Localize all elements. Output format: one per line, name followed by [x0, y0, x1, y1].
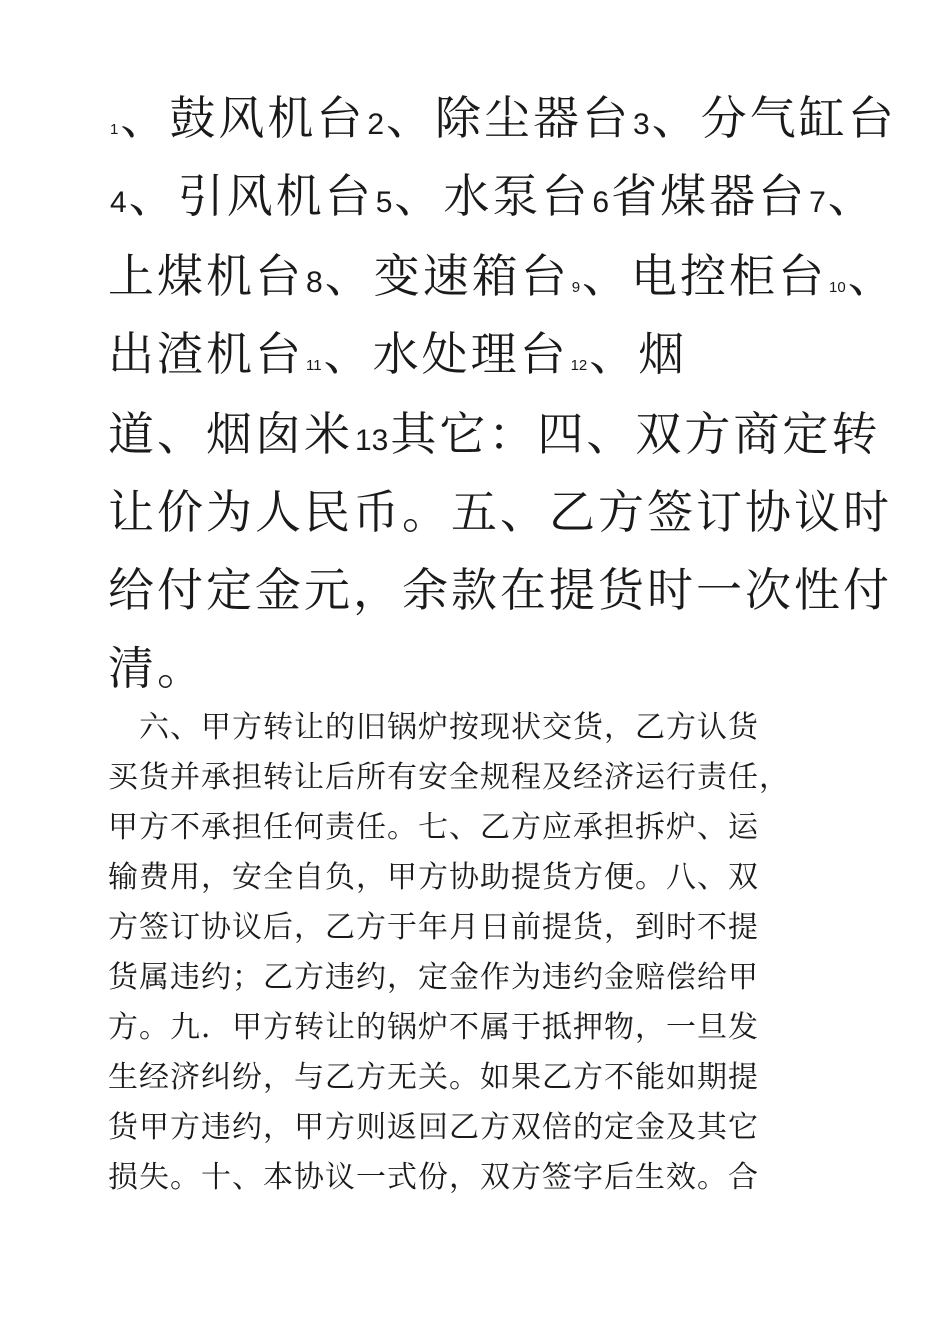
- clause-line: 损失。十、本协议一式份，双方签字后生效。合: [108, 1160, 759, 1195]
- equipment-item: 省煤器台: [611, 169, 808, 223]
- item-number: 7: [809, 186, 826, 219]
- clause-line: 买货并承担转让后所有安全规程及经济运行责任，: [108, 760, 790, 795]
- clause-line: 货甲方违约，甲方则返回乙方双倍的定金及其它: [108, 1110, 759, 1145]
- equipment-item: 道、烟囱米: [108, 407, 353, 461]
- item-number: 3: [633, 108, 650, 141]
- item-number: 9: [571, 279, 581, 296]
- equipment-item: 出渣机台: [108, 327, 304, 381]
- clause-line: 甲方不承担任何责任。七、乙方应承担拆炉、运: [108, 810, 759, 845]
- equipment-item: 、分气缸台: [651, 91, 897, 145]
- equipment-line-5: [108, 398, 880, 464]
- item-number: 1: [110, 121, 119, 138]
- equipment-item: 、电控柜台: [582, 249, 828, 303]
- equipment-item: 上煤机台: [108, 249, 304, 303]
- item-number: 11: [306, 357, 322, 374]
- equipment-line-1: [108, 82, 897, 148]
- equipment-item: 、鼓风机台: [120, 91, 366, 145]
- item-number: 5: [375, 186, 393, 219]
- item-number: 8: [306, 266, 323, 299]
- clause-line: 货属违约；乙方违约，定金作为违约金赔偿给甲: [108, 960, 759, 995]
- clause-line: 六、甲方转让的旧锅炉按现状交货，乙方认货: [108, 710, 759, 745]
- equipment-item: 、变速箱台: [324, 249, 570, 303]
- item-number: 13: [355, 424, 389, 457]
- item-number: 6: [592, 186, 610, 219]
- equipment-line-2: [108, 160, 877, 226]
- clause-line: 方签订协议后，乙方于年月日前提货，到时不提: [108, 910, 759, 945]
- equipment-item: 、引风机台: [128, 169, 374, 223]
- clause-line: 输费用，安全自负，甲方协助提货方便。八、双: [108, 860, 759, 895]
- item-number: 12: [570, 357, 588, 374]
- equipment-line-3: [108, 240, 897, 306]
- item-number: 2: [367, 108, 385, 141]
- equipment-item: 、除尘器台: [386, 91, 632, 145]
- equipment-item: 、烟: [589, 327, 688, 381]
- equipment-item: 、: [827, 169, 877, 223]
- equipment-item: 、: [847, 249, 897, 303]
- clause-line: 给付定金元，余款在提货时一次性付: [108, 563, 892, 617]
- equipment-item: 、水处理台: [323, 327, 569, 381]
- clause-line: 生经济纠纷，与乙方无关。如果乙方不能如期提: [108, 1060, 759, 1095]
- clause-text: 其它：四、双方商定转: [390, 407, 881, 461]
- clause-line: 让价为人民币。五、乙方签订协议时: [108, 485, 892, 539]
- item-number: 10: [829, 279, 846, 296]
- clause-line: 清。: [108, 641, 206, 695]
- equipment-line-4: [108, 318, 687, 384]
- clause-line: 方。九．甲方转让的锅炉不属于抵押物，一旦发: [108, 1010, 759, 1045]
- item-number: 4: [110, 186, 127, 219]
- equipment-item: 、水泵台: [394, 169, 591, 223]
